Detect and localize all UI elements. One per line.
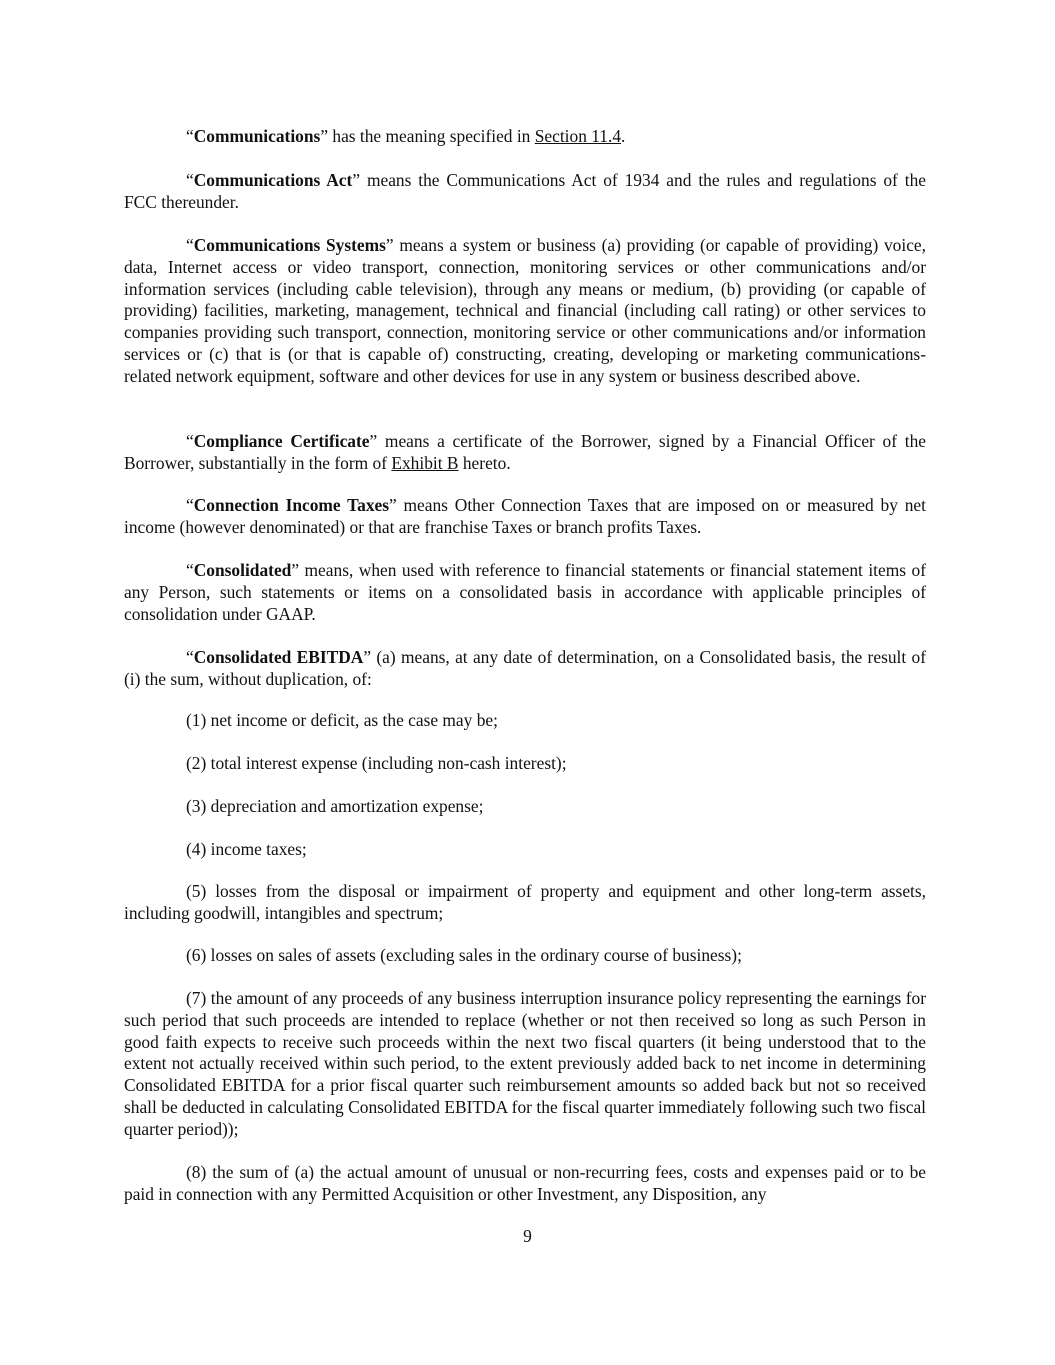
defined-term: Consolidated <box>193 560 292 580</box>
ebitda-item-2: (2) total interest expense (including non-cash interest); <box>186 753 567 773</box>
page-number: 9 <box>523 1226 532 1246</box>
defined-term: Connection Income Taxes <box>193 495 389 515</box>
definition-communications-act: “Communications Act” means the Communications Act of 1934 and the rules and regulations of the FCC thereunder. <box>124 170 927 212</box>
defined-term: Communications <box>193 126 321 146</box>
definition-communications: “Communications” has the meaning specified in Section 11.4. <box>186 126 626 146</box>
ebitda-item-4: (4) income taxes; <box>186 839 307 859</box>
definition-consolidated: “Consolidated” means, when used with reference to financial statements or financial statement items of any Person, such statements or items on a consolidated basis in accordance with applicable principles of consolidation under GAAP. <box>124 560 926 624</box>
ebitda-item-3: (3) depreciation and amortization expense; <box>186 796 484 816</box>
section-reference-link[interactable]: Section 11.4 <box>534 126 622 146</box>
definition-connection-income-taxes: “Connection Income Taxes” means Other Connection Taxes that are imposed on or measured by net income (however denominated) or that are franchise Taxes or branch profits Taxes. <box>124 495 926 537</box>
ebitda-item-7: (7) the amount of any proceeds of any business interruption insurance policy representing the earnings for such period that such proceeds are intended to replace (whether or not then received so long as such Person in good faith expects to receive such proceeds within the next two fiscal quarters (it being understood that to the extent not actually received within such period, to the extent previously added back to net income in determining Consolidated EBITDA for a prior fiscal quarter such reimbursement amounts so added back but not so received shall be deducted in calculating Consolidated EBITDA for the fiscal quarter immediately following such two fiscal quarter period)); <box>124 988 926 1139</box>
ebitda-item-8: (8) the sum of (a) the actual amount of unusual or non-recurring fees, costs and expenses paid or to be paid in connection with any Permitted Acquisition or other Investment, any Disposition, any <box>124 1162 926 1204</box>
ebitda-item-1: (1) net income or deficit, as the case may be; <box>186 710 498 730</box>
defined-term: Consolidated EBITDA <box>193 647 364 667</box>
defined-term: Communications Systems <box>193 235 386 255</box>
exhibit-reference-link[interactable]: Exhibit B <box>391 452 459 473</box>
ebitda-item-5: (5) losses from the disposal or impairment of property and equipment and other long-term assets, including goodwill, intangibles and spectrum; <box>124 881 926 923</box>
defined-term: Communications Act <box>193 170 353 190</box>
definition-consolidated-ebitda: “Consolidated EBITDA” (a) means, at any date of determination, on a Consolidated basis, the result of (i) the sum, without duplication, of: <box>124 647 926 689</box>
definition-communications-systems: “Communications Systems” means a system or business (a) providing (or capable of providing) voice, data, Internet access or video transport, connection, monitoring services or other communications and/or information services (including cable television), through any means or medium, (b) providing (or capable of providing) facilities, marketing, management, technical and financial (including call rating) or other services to companies providing such transport, connection, monitoring service or other communications and/or information services or (c) that is (or that is capable of) constructing, creating, developing or marketing communications-related network equipment, software and other devices for use in any system or business described above. <box>124 235 926 386</box>
definition-compliance-certificate: “Compliance Certificate” means a certificate of the Borrower, signed by a Financial Officer of the Borrower, substantially in the form of Exhibit B hereto. <box>124 431 926 473</box>
defined-term: Compliance Certificate <box>193 431 370 451</box>
ebitda-item-6: (6) losses on sales of assets (excluding sales in the ordinary course of business); <box>186 945 742 965</box>
